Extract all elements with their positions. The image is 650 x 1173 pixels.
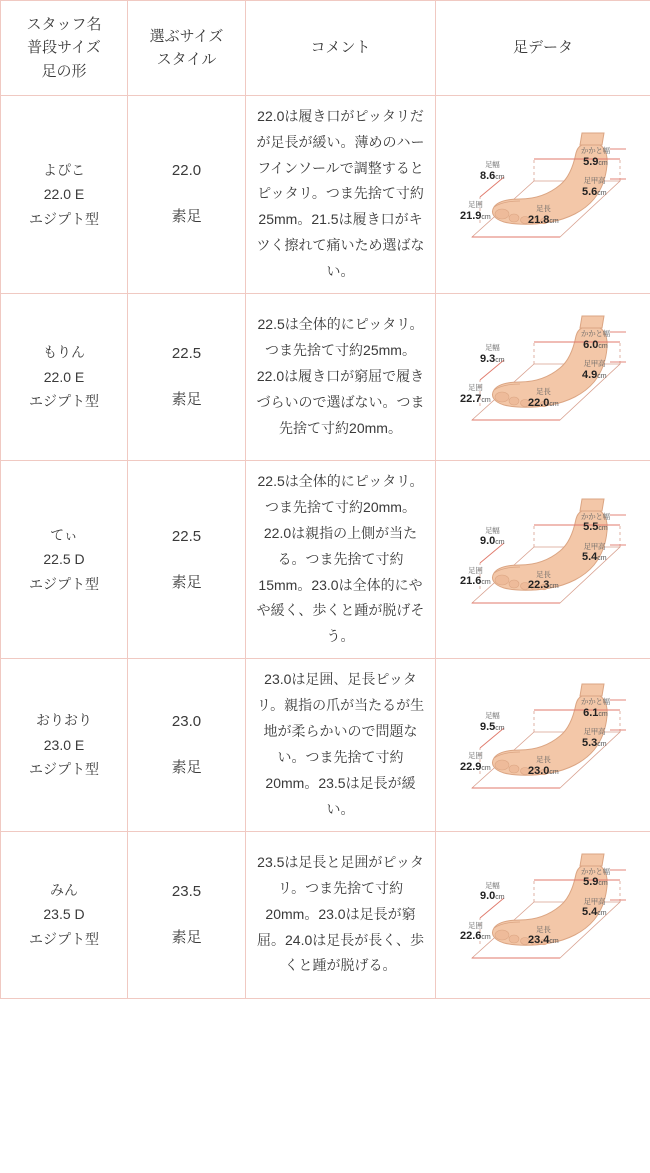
wearing-style: 素足 bbox=[171, 573, 202, 591]
measure-foot-length-label: 足長 bbox=[536, 754, 551, 764]
measure-heel-width bbox=[581, 698, 610, 719]
measure-foot-girth-value: 22.9cm bbox=[460, 760, 491, 773]
measure-foot-girth-label: 足囲 bbox=[468, 200, 483, 210]
table-row bbox=[1, 95, 650, 293]
staff-usual-size: 22.0 E bbox=[43, 368, 85, 385]
measure-instep-height-value: 5.4cm bbox=[582, 551, 607, 564]
foot-diagram bbox=[442, 670, 647, 820]
chosen-size-cell bbox=[128, 659, 246, 831]
measure-foot-length bbox=[528, 388, 559, 409]
measure-foot-length-label: 足長 bbox=[536, 569, 551, 579]
staff-foot-shape: エジプト型 bbox=[29, 761, 99, 778]
measure-heel-width bbox=[581, 868, 610, 889]
measure-instep-height-value: 4.9cm bbox=[582, 368, 607, 381]
chosen-size-cell bbox=[128, 95, 246, 293]
column-header-staff-line-2: 普段サイズ bbox=[27, 39, 101, 57]
foot-diagram bbox=[442, 840, 647, 990]
measure-instep-height-label: 足甲高 bbox=[583, 176, 606, 186]
chosen-size-cell bbox=[128, 831, 246, 998]
measure-foot-girth bbox=[460, 384, 491, 405]
measure-instep-height-value: 5.6cm bbox=[582, 185, 607, 198]
comment-cell: 22.0は履き口がピッタリだが足長が緩い。薄めのハーフインソールで調整するとピッタリ。つま先捨て寸約25mm。21.5は履き口がキツく擦れて痛いため選ばない。 bbox=[246, 95, 436, 293]
measure-foot-length-value: 22.3cm bbox=[528, 579, 559, 592]
column-header-footdata-label: 足データ bbox=[512, 39, 573, 57]
foot-illustration bbox=[442, 119, 647, 269]
staff-foot-shape: エジプト型 bbox=[29, 393, 99, 410]
foot-data-cell bbox=[436, 659, 650, 831]
chosen-size: 23.0 bbox=[171, 712, 202, 730]
measure-foot-length-value: 22.0cm bbox=[528, 396, 559, 409]
measure-foot-girth-label: 足囲 bbox=[468, 382, 483, 392]
measure-instep-height bbox=[582, 728, 607, 749]
chosen-size: 22.0 bbox=[171, 162, 202, 180]
measure-foot-girth-value: 21.9cm bbox=[460, 209, 491, 222]
wearing-style: 素足 bbox=[171, 928, 202, 946]
measure-foot-girth bbox=[460, 922, 491, 943]
staff-name: みん bbox=[50, 881, 78, 898]
measure-instep-height bbox=[582, 898, 607, 919]
foot-data-cell bbox=[436, 293, 650, 460]
measure-heel-width bbox=[581, 513, 610, 534]
measure-foot-girth bbox=[460, 567, 491, 588]
measure-foot-width-label: 足幅 bbox=[485, 160, 500, 170]
comment-cell: 23.5は足長と足囲がピッタリ。つま先捨て寸約20mm。23.0は足長が窮屈。24.0は足長が長く、歩くと踵が脱げる。 bbox=[246, 831, 436, 998]
measure-foot-width-value: 8.6cm bbox=[480, 169, 505, 182]
measure-instep-height-value: 5.3cm bbox=[582, 736, 607, 749]
measure-instep-height bbox=[582, 360, 607, 381]
column-header-staff-line-3: 足の形 bbox=[41, 62, 87, 80]
measure-instep-height bbox=[582, 177, 607, 198]
column-header-size-line-2: スタイル bbox=[156, 50, 217, 68]
measure-heel-width-label: かかと幅 bbox=[581, 146, 610, 156]
comment-cell: 23.0は足囲、足長ピッタリ。親指の爪が当たるが生地が柔らかいので問題ない。つま先捨て寸約20mm。23.5は足長が緩い。 bbox=[246, 659, 436, 831]
measure-heel-width-value: 6.0cm bbox=[583, 338, 608, 351]
staff-name-cell bbox=[1, 831, 128, 998]
measure-foot-girth-value: 21.6cm bbox=[460, 575, 491, 588]
foot-illustration bbox=[442, 302, 647, 452]
chosen-size: 23.5 bbox=[171, 882, 202, 900]
comment-cell: 22.5は全体的にピッタリ。つま先捨て寸約25mm。22.0は履き口が窮屈で履きづらいので選ばない。つま先捨て寸約20mm。 bbox=[246, 293, 436, 460]
measure-instep-height-label: 足甲高 bbox=[583, 358, 606, 368]
measure-foot-width-label: 足幅 bbox=[485, 710, 500, 720]
chosen-size: 22.5 bbox=[171, 344, 202, 362]
measure-foot-girth-value: 22.6cm bbox=[460, 930, 491, 943]
foot-illustration bbox=[442, 840, 647, 990]
column-header-comment bbox=[246, 1, 436, 96]
measure-foot-girth-value: 22.7cm bbox=[460, 392, 491, 405]
measure-foot-length-value: 23.0cm bbox=[528, 764, 559, 777]
measure-heel-width-value: 5.5cm bbox=[583, 521, 608, 534]
measure-instep-height bbox=[582, 543, 607, 564]
measure-foot-width-value: 9.0cm bbox=[480, 535, 505, 548]
comment-cell: 22.5は全体的にピッタリ。つま先捨て寸約20mm。22.0は親指の上側が当たる。つま先捨て寸約15mm。23.0は全体的にやや緩く、歩くと踵が脱げそう。 bbox=[246, 460, 436, 658]
column-header-size-line-1: 選ぶサイズ bbox=[149, 27, 224, 45]
table-header bbox=[1, 1, 650, 96]
measure-heel-width-value: 5.9cm bbox=[583, 155, 608, 168]
foot-diagram bbox=[442, 119, 647, 269]
measure-instep-height-label: 足甲高 bbox=[583, 541, 606, 551]
measure-foot-width bbox=[480, 161, 505, 182]
measure-foot-width bbox=[480, 344, 505, 365]
foot-diagram bbox=[442, 485, 647, 635]
foot-data-cell bbox=[436, 460, 650, 658]
measure-heel-width bbox=[581, 147, 610, 168]
measure-heel-width-value: 6.1cm bbox=[583, 706, 608, 719]
column-header-size bbox=[128, 1, 246, 96]
table-body bbox=[1, 95, 650, 998]
measure-foot-width-label: 足幅 bbox=[485, 525, 500, 535]
chosen-size-cell bbox=[128, 293, 246, 460]
measure-heel-width-label: かかと幅 bbox=[581, 511, 610, 521]
measure-foot-width-label: 足幅 bbox=[485, 342, 500, 352]
staff-name-cell bbox=[1, 460, 128, 658]
staff-usual-size: 22.5 D bbox=[43, 551, 85, 568]
measure-foot-girth bbox=[460, 752, 491, 773]
measure-foot-girth-label: 足囲 bbox=[468, 565, 483, 575]
table-row bbox=[1, 293, 650, 460]
staff-name: よぴこ bbox=[43, 161, 85, 178]
foot-diagram bbox=[442, 302, 647, 452]
measure-foot-width-value: 9.3cm bbox=[480, 352, 505, 365]
measure-foot-length bbox=[528, 926, 559, 947]
measure-foot-girth bbox=[460, 201, 491, 222]
measure-foot-length-label: 足長 bbox=[536, 924, 551, 934]
measure-heel-width-label: かかと幅 bbox=[581, 696, 610, 706]
measure-foot-length bbox=[528, 205, 559, 226]
table-header-row bbox=[1, 1, 650, 96]
foot-illustration bbox=[442, 670, 647, 820]
column-header-staff bbox=[1, 1, 128, 96]
measure-foot-length-label: 足長 bbox=[536, 386, 551, 396]
measure-foot-length-value: 21.8cm bbox=[528, 213, 559, 226]
staff-name: おりおり bbox=[36, 712, 92, 729]
staff-usual-size: 23.5 D bbox=[43, 906, 85, 923]
staff-usual-size: 22.0 E bbox=[43, 186, 85, 203]
measure-foot-width bbox=[480, 882, 505, 903]
measure-foot-width-value: 9.5cm bbox=[480, 720, 505, 733]
measure-foot-width-value: 9.0cm bbox=[480, 890, 505, 903]
staff-name-cell bbox=[1, 293, 128, 460]
measure-instep-height-label: 足甲高 bbox=[583, 726, 606, 736]
staff-name: てぃ bbox=[50, 526, 78, 543]
measure-foot-length-label: 足長 bbox=[536, 204, 551, 214]
measure-foot-length-value: 23.4cm bbox=[528, 934, 559, 947]
wearing-style: 素足 bbox=[171, 758, 202, 776]
column-header-staff-line-1: スタッフ名 bbox=[26, 16, 102, 33]
chosen-size-cell bbox=[128, 460, 246, 658]
staff-name: もりん bbox=[43, 344, 85, 361]
table-row bbox=[1, 659, 650, 831]
measure-foot-girth-label: 足囲 bbox=[468, 750, 483, 760]
measure-instep-height-label: 足甲高 bbox=[583, 896, 606, 906]
measure-foot-girth-label: 足囲 bbox=[468, 920, 483, 930]
measure-heel-width-label: かかと幅 bbox=[581, 866, 610, 876]
staff-foot-shape: エジプト型 bbox=[29, 575, 99, 592]
measure-foot-length bbox=[528, 756, 559, 777]
foot-data-cell bbox=[436, 831, 650, 998]
wearing-style: 素足 bbox=[171, 390, 202, 408]
measure-heel-width-value: 5.9cm bbox=[583, 876, 608, 889]
measure-foot-length bbox=[528, 571, 559, 592]
table-row bbox=[1, 831, 650, 998]
staff-foot-shape: エジプト型 bbox=[29, 210, 99, 227]
staff-foot-shape: エジプト型 bbox=[29, 930, 99, 947]
column-header-footdata bbox=[436, 1, 650, 96]
wearing-style: 素足 bbox=[171, 208, 202, 226]
measure-heel-width-label: かかと幅 bbox=[581, 328, 610, 338]
staff-name-cell bbox=[1, 95, 128, 293]
foot-data-cell bbox=[436, 95, 650, 293]
column-header-comment-label: コメント bbox=[310, 39, 371, 57]
measure-instep-height-value: 5.4cm bbox=[582, 906, 607, 919]
measure-foot-width bbox=[480, 527, 505, 548]
staff-name-cell bbox=[1, 659, 128, 831]
measure-foot-width-label: 足幅 bbox=[485, 880, 500, 890]
measure-heel-width bbox=[581, 330, 610, 351]
chosen-size: 22.5 bbox=[171, 527, 202, 545]
table-row bbox=[1, 460, 650, 658]
foot-illustration bbox=[442, 485, 647, 635]
measure-foot-width bbox=[480, 712, 505, 733]
staff-usual-size: 23.0 E bbox=[43, 736, 85, 753]
